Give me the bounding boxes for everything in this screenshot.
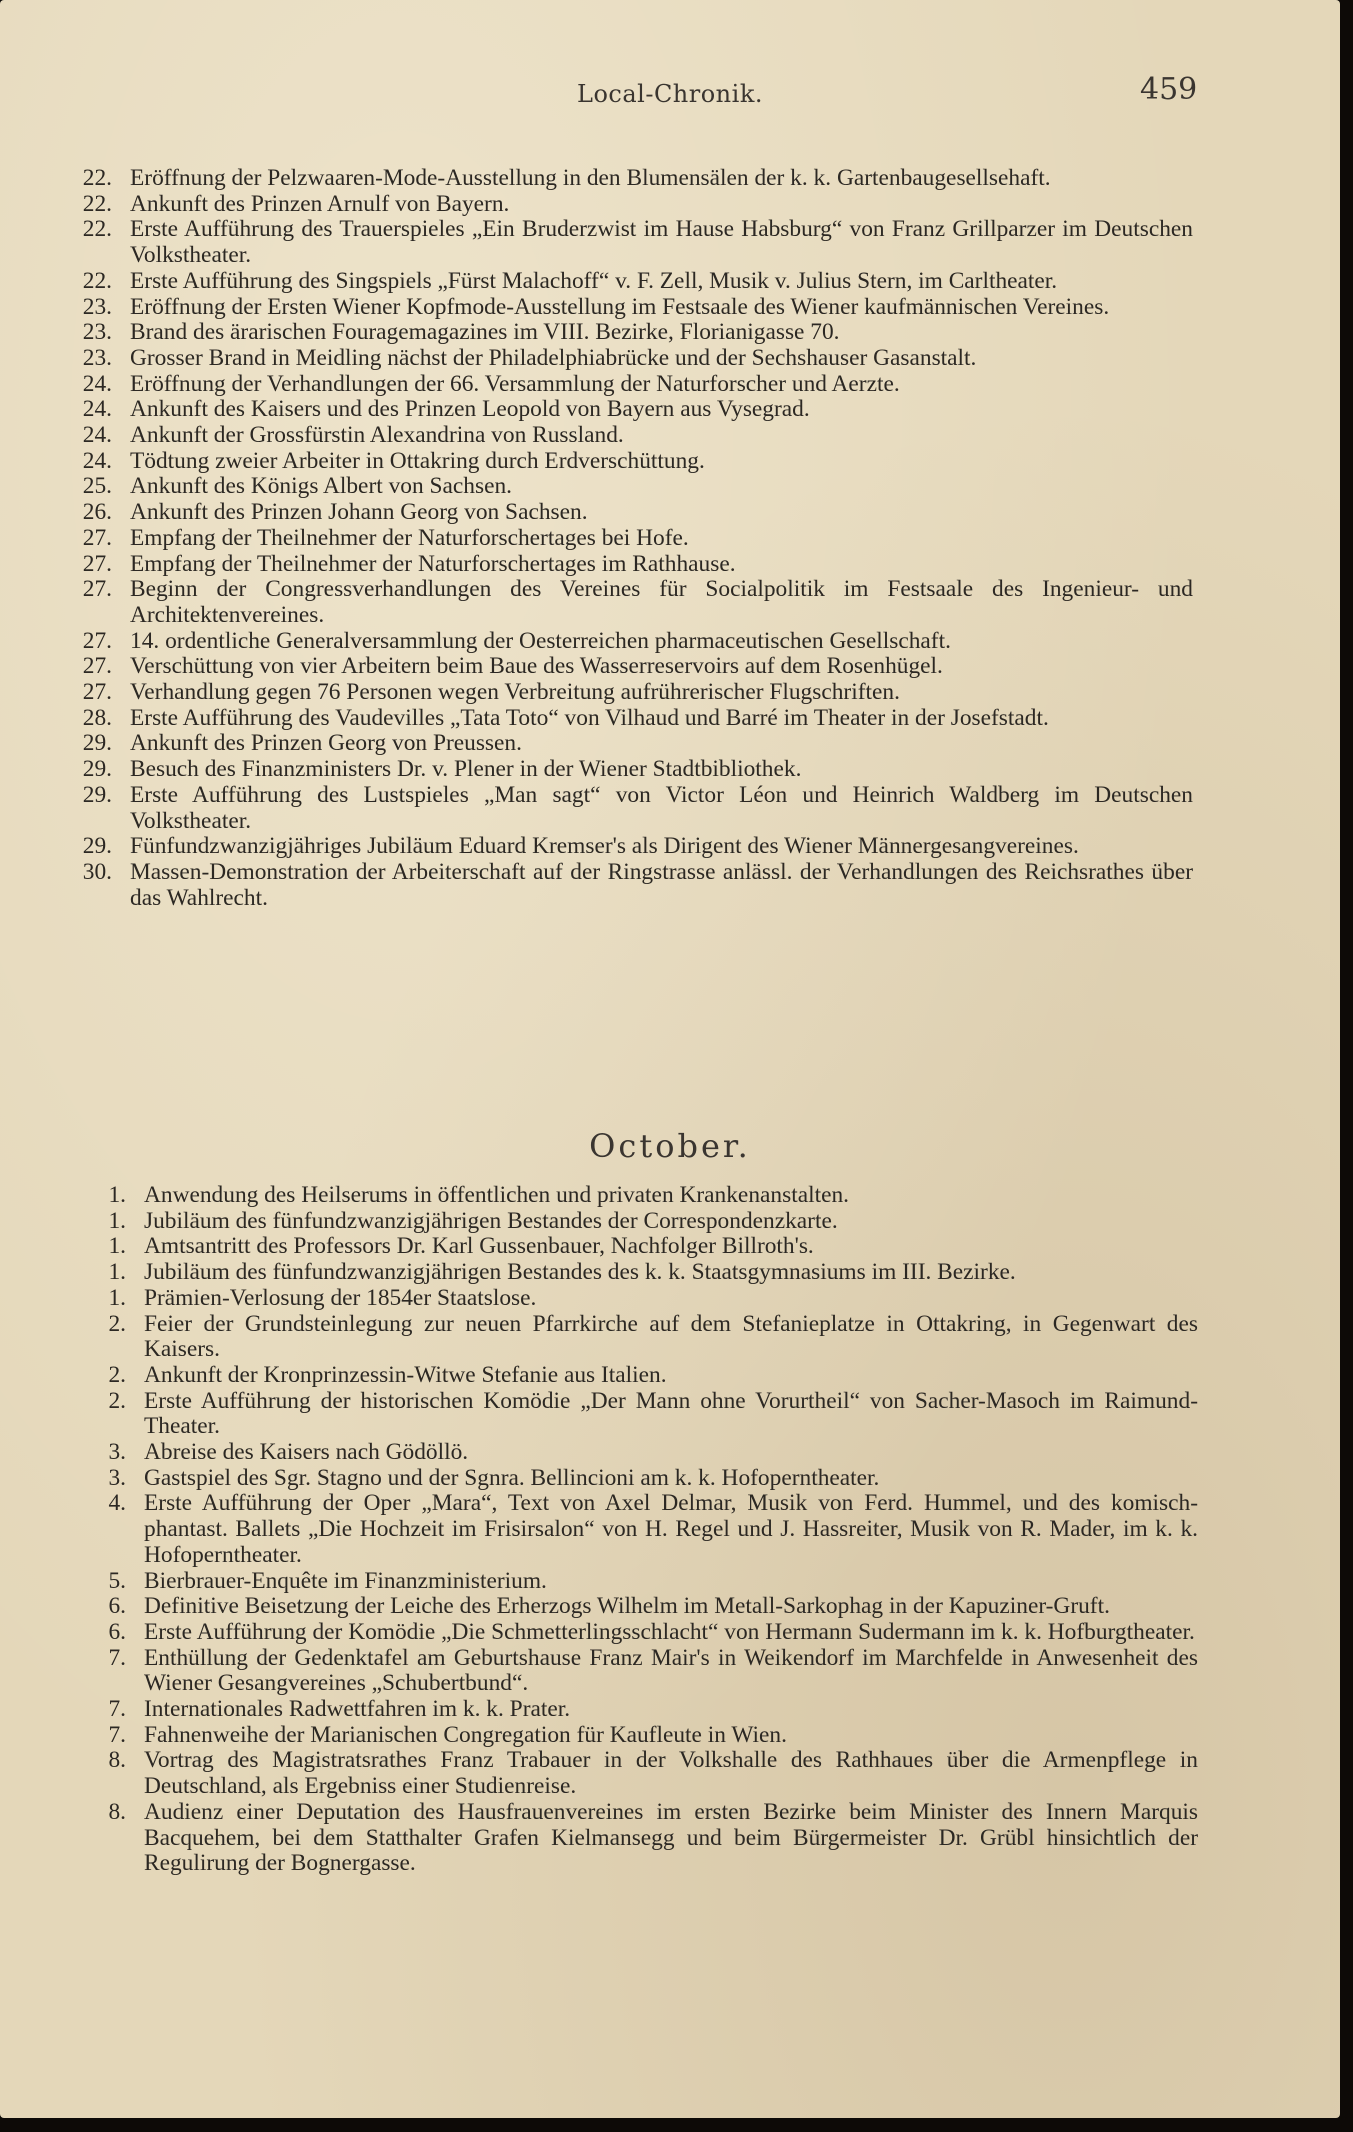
chronicle-entry <box>68 654 1193 680</box>
chronicle-entry <box>68 500 1193 526</box>
entry-text: Jubiläum des fünfundzwanzigjährigen Bestandes des k. k. Staatsgymnasiums im III. Bezirke. <box>144 1259 1016 1286</box>
entry-day: 6. <box>108 1618 126 1645</box>
entry-day: 23. <box>82 319 112 346</box>
entry-text: Besuch des Finanzministers Dr. v. Plener in der Wiener Stadtbibliothek. <box>130 756 802 783</box>
entry-day: 24. <box>82 422 112 449</box>
entry-text: Prämien-Verlosung der 1854er Staatslose. <box>144 1284 537 1311</box>
entry-text: Gastspiel des Sgr. Stagno und der Sgnra. Bellincioni am k. k. Hofoperntheater. <box>144 1464 880 1491</box>
chronicle-entry <box>82 1646 1198 1697</box>
chronicle-entry <box>68 474 1193 500</box>
entry-day: 2. <box>108 1361 126 1388</box>
entry-day: 29. <box>82 756 112 783</box>
entry-text: Eröffnung der Verhandlungen der 66. Versammlung der Naturforscher und Aerzte. <box>130 370 900 397</box>
chronicle-entry <box>82 1594 1198 1620</box>
entry-day: 6. <box>108 1593 126 1620</box>
entry-text: Erste Aufführung des Vaudevilles „Tata Toto“ von Vilhaud und Barré im Theater in der Josefstadt. <box>130 704 1049 731</box>
chronicle-entry <box>68 552 1193 578</box>
entry-text: Ankunft des Prinzen Arnulf von Bayern. <box>130 190 510 217</box>
chronicle-entry <box>68 757 1193 783</box>
chronicle-entry <box>68 526 1193 552</box>
chronicle-entry <box>68 731 1193 757</box>
chronicle-entry <box>68 449 1193 475</box>
entry-text: Tödtung zweier Arbeiter in Ottakring durch Erdverschüttung. <box>130 447 705 474</box>
entry-day: 1. <box>108 1207 126 1234</box>
chronicle-entry <box>68 217 1193 268</box>
entry-day: 28. <box>82 704 112 731</box>
entry-text: 14. ordentliche Generalversammlung der Oesterreichen pharmaceutischen Gesellschaft. <box>130 627 951 654</box>
chronicle-entry <box>68 346 1193 372</box>
chronicle-entry <box>68 577 1193 628</box>
entry-day: 7. <box>108 1696 126 1723</box>
entry-day: 22. <box>82 190 112 217</box>
chronicle-entry <box>82 1183 1198 1209</box>
chronicle-entry <box>82 1723 1198 1749</box>
entry-day: 7. <box>108 1721 126 1748</box>
entry-day: 29. <box>82 833 112 860</box>
entry-text: Ankunft des Königs Albert von Sachsen. <box>130 473 513 500</box>
entry-text: Ankunft des Prinzen Georg von Preussen. <box>130 730 522 757</box>
entry-day: 27. <box>82 550 112 577</box>
entry-day: 25. <box>82 473 112 500</box>
chronicle-entry <box>82 1748 1198 1799</box>
entry-day: 2. <box>108 1310 126 1337</box>
entry-day: 22. <box>82 267 112 294</box>
chronicle-entry <box>82 1209 1198 1235</box>
entry-day: 27. <box>82 524 112 551</box>
entry-text: Erste Aufführung des Singspiels „Fürst Malachoff“ v. F. Zell, Musik v. Julius Stern, im Carltheater. <box>130 267 1058 294</box>
chronicle-entry <box>68 372 1193 398</box>
chronicle-entry <box>68 834 1193 860</box>
chronicle-entry <box>68 680 1193 706</box>
page-number: 459 <box>1140 72 1198 107</box>
entry-text: Ankunft der Kronprinzessin-Witwe Stefanie aus Italien. <box>144 1361 667 1388</box>
entry-text: Ankunft der Grossfürstin Alexandrina von Russland. <box>130 422 624 449</box>
chronicle-entry <box>68 706 1193 732</box>
entry-text: Fünfundzwanzigjähriges Jubiläum Eduard Kremser's als Dirigent des Wiener Männergesangvereines. <box>130 833 1079 860</box>
entry-day: 30. <box>82 858 112 885</box>
entry-text: Grosser Brand in Meidling nächst der Philadelphiabrücke und der Sechshauser Gasanstalt. <box>130 344 977 371</box>
entry-day: 4. <box>108 1490 126 1517</box>
chronicle-entry <box>82 1286 1198 1312</box>
entry-day: 7. <box>108 1644 126 1671</box>
running-header: Local-Chronik. <box>577 80 763 108</box>
entry-text: Jubiläum des fünfundzwanzigjährigen Bestandes der Correspondenzkarte. <box>144 1207 838 1234</box>
entry-text: Feier der Grundsteinlegung zur neuen Pfarrkirche auf dem Stefanieplatze in Ottakring, in Gegenwart des Kaisers. <box>144 1310 1198 1363</box>
entry-text: Anwendung des Heilserums in öffentlichen und privaten Krankenanstalten. <box>144 1182 849 1208</box>
chronicle-entry <box>82 1440 1198 1466</box>
entry-day: 22. <box>82 165 112 191</box>
entry-day: 29. <box>82 781 112 808</box>
entry-text: Vortrag des Magistratsrathes Franz Trabauer in der Volkshalle des Rathhaues über die Armenpflege in Deutschland, als Ergebniss einer Studienreise. <box>144 1747 1198 1800</box>
entry-day: 23. <box>82 293 112 320</box>
chronicle-entry <box>68 166 1193 192</box>
entry-day: 22. <box>82 216 112 243</box>
chronicle-entry <box>82 1363 1198 1389</box>
entry-day: 27. <box>82 576 112 603</box>
entry-text: Internationales Radwettfahren im k. k. Prater. <box>144 1696 571 1723</box>
entry-day: 26. <box>82 499 112 526</box>
chronicle-entry <box>82 1466 1198 1492</box>
entry-text: Audienz einer Deputation des Hausfrauenvereines im ersten Bezirke beim Minister des Innern Marquis Bacquehem, bei dem Statthalter Grafen Kielmansegg und beim Bürgermeister Dr. Grübl hinsichtlich der Regulirung der Bognergasse. <box>144 1798 1198 1877</box>
entry-text: Amtsantritt des Professors Dr. Karl Gussenbauer, Nachfolger Billroth's. <box>144 1233 814 1260</box>
entry-text: Ankunft des Prinzen Johann Georg von Sachsen. <box>130 499 588 526</box>
entry-text: Verschüttung von vier Arbeitern beim Baue des Wasserreservoirs auf dem Rosenhügel. <box>130 653 943 680</box>
entry-day: 3. <box>108 1464 126 1491</box>
chronicle-entry <box>68 423 1193 449</box>
entry-day: 2. <box>108 1387 126 1414</box>
chronicle-entry <box>68 295 1193 321</box>
entry-day: 8. <box>108 1798 126 1825</box>
entry-text: Definitive Beisetzung der Leiche des Erherzogs Wilhelm im Metall-Sarkophag in der Kapuziner-Gruft. <box>144 1593 1110 1620</box>
section-heading-october: October. <box>589 1127 751 1165</box>
entry-text: Erste Aufführung des Lustspieles „Man sagt“ von Victor Léon und Heinrich Waldberg im Deutschen Volkstheater. <box>130 781 1193 834</box>
entry-day: 24. <box>82 447 112 474</box>
chronicle-entry <box>82 1260 1198 1286</box>
chronicle-entry <box>68 783 1193 834</box>
chronicle-entry <box>68 192 1193 218</box>
entry-text: Empfang der Theilnehmer der Naturforschertages im Rathhause. <box>130 550 736 577</box>
chronicle-entry <box>68 860 1193 911</box>
chronicle-entry <box>82 1234 1198 1260</box>
chronicle-entry <box>82 1389 1198 1440</box>
entry-text: Erste Aufführung der Komödie „Die Schmetterlingsschlacht“ von Hermann Sudermann im k. k. Hofburgtheater. <box>144 1618 1195 1645</box>
entry-text: Erste Aufführung des Trauerspieles „Ein Bruderzwist im Hause Habsburg“ von Franz Grillparzer im Deutschen Volkstheater. <box>130 216 1193 269</box>
entry-day: 23. <box>82 344 112 371</box>
entry-text: Verhandlung gegen 76 Personen wegen Verbreitung aufrührerischer Flugschriften. <box>130 679 900 706</box>
chronicle-entry <box>82 1569 1198 1595</box>
entry-text: Ankunft des Kaisers und des Prinzen Leopold von Bayern aus Vysegrad. <box>130 396 810 423</box>
entry-text: Brand des ärarischen Fouragemagazines im VIII. Bezirke, Florianigasse 70. <box>130 319 840 346</box>
entry-text: Massen-Demonstration der Arbeiterschaft auf der Ringstrasse anlässl. der Verhandlungen des Reichsrathes über das Wahlrecht. <box>130 858 1193 911</box>
entry-text: Erste Aufführung der historischen Komödie „Der Mann ohne Vorurtheil“ von Sacher-Masoch im Raimund-Theater. <box>144 1387 1198 1440</box>
chronicle-entry <box>82 1491 1198 1568</box>
entry-day: 24. <box>82 396 112 423</box>
entry-day: 1. <box>108 1182 126 1208</box>
entry-day: 3. <box>108 1439 126 1466</box>
entry-text: Erste Aufführung der Oper „Mara“, Text von Axel Delmar, Musik von Ferd. Hummel, und des komisch-phantast. Ballets „Die Hochzeit im Frisirsalon“ von H. Regel und J. Hassreiter, Musik von R. Mader, im k. k. Hofoperntheater. <box>144 1490 1198 1568</box>
chronicle-entry <box>82 1312 1198 1363</box>
entry-text: Empfang der Theilnehmer der Naturforschertages bei Hofe. <box>130 524 689 551</box>
september-entries <box>68 166 1193 911</box>
entry-day: 27. <box>82 653 112 680</box>
chronicle-entry <box>68 397 1193 423</box>
entry-day: 1. <box>108 1259 126 1286</box>
entry-day: 27. <box>82 679 112 706</box>
entry-day: 29. <box>82 730 112 757</box>
entry-text: Eröffnung der Ersten Wiener Kopfmode-Ausstellung im Festsaale des Wiener kaufmännischen Vereines. <box>130 293 1110 320</box>
entry-day: 1. <box>108 1233 126 1260</box>
chronicle-entry <box>82 1620 1198 1646</box>
entry-day: 8. <box>108 1747 126 1774</box>
chronicle-entry <box>68 320 1193 346</box>
entry-text: Eröffnung der Pelzwaaren-Mode-Ausstellung in den Blumensälen der k. k. Gartenbaugesellsehaft. <box>130 165 1051 191</box>
entry-text: Bierbrauer-Enquête im Finanzministerium. <box>144 1567 547 1594</box>
chronicle-entry <box>82 1800 1198 1877</box>
entry-text: Beginn der Congressverhandlungen des Vereines für Socialpolitik im Festsaale des Ingenieur- und Architektenvereines. <box>130 576 1193 628</box>
entry-day: 1. <box>108 1284 126 1311</box>
entry-day: 5. <box>108 1567 126 1594</box>
entry-text: Abreise des Kaisers nach Gödöllö. <box>144 1439 469 1466</box>
entry-day: 27. <box>82 627 112 654</box>
chronicle-entry <box>82 1697 1198 1723</box>
october-entries <box>82 1183 1198 1877</box>
chronicle-entry <box>68 629 1193 655</box>
chronicle-entry <box>68 269 1193 295</box>
entry-day: 24. <box>82 370 112 397</box>
entry-text: Enthüllung der Gedenktafel am Geburtshause Franz Mair's in Weikendorf im Marchfelde in Anwesenheit des Wiener Gesangvereines „Schubertbund“. <box>144 1644 1198 1697</box>
entry-text: Fahnenweihe der Marianischen Congregation für Kaufleute in Wien. <box>144 1721 787 1748</box>
